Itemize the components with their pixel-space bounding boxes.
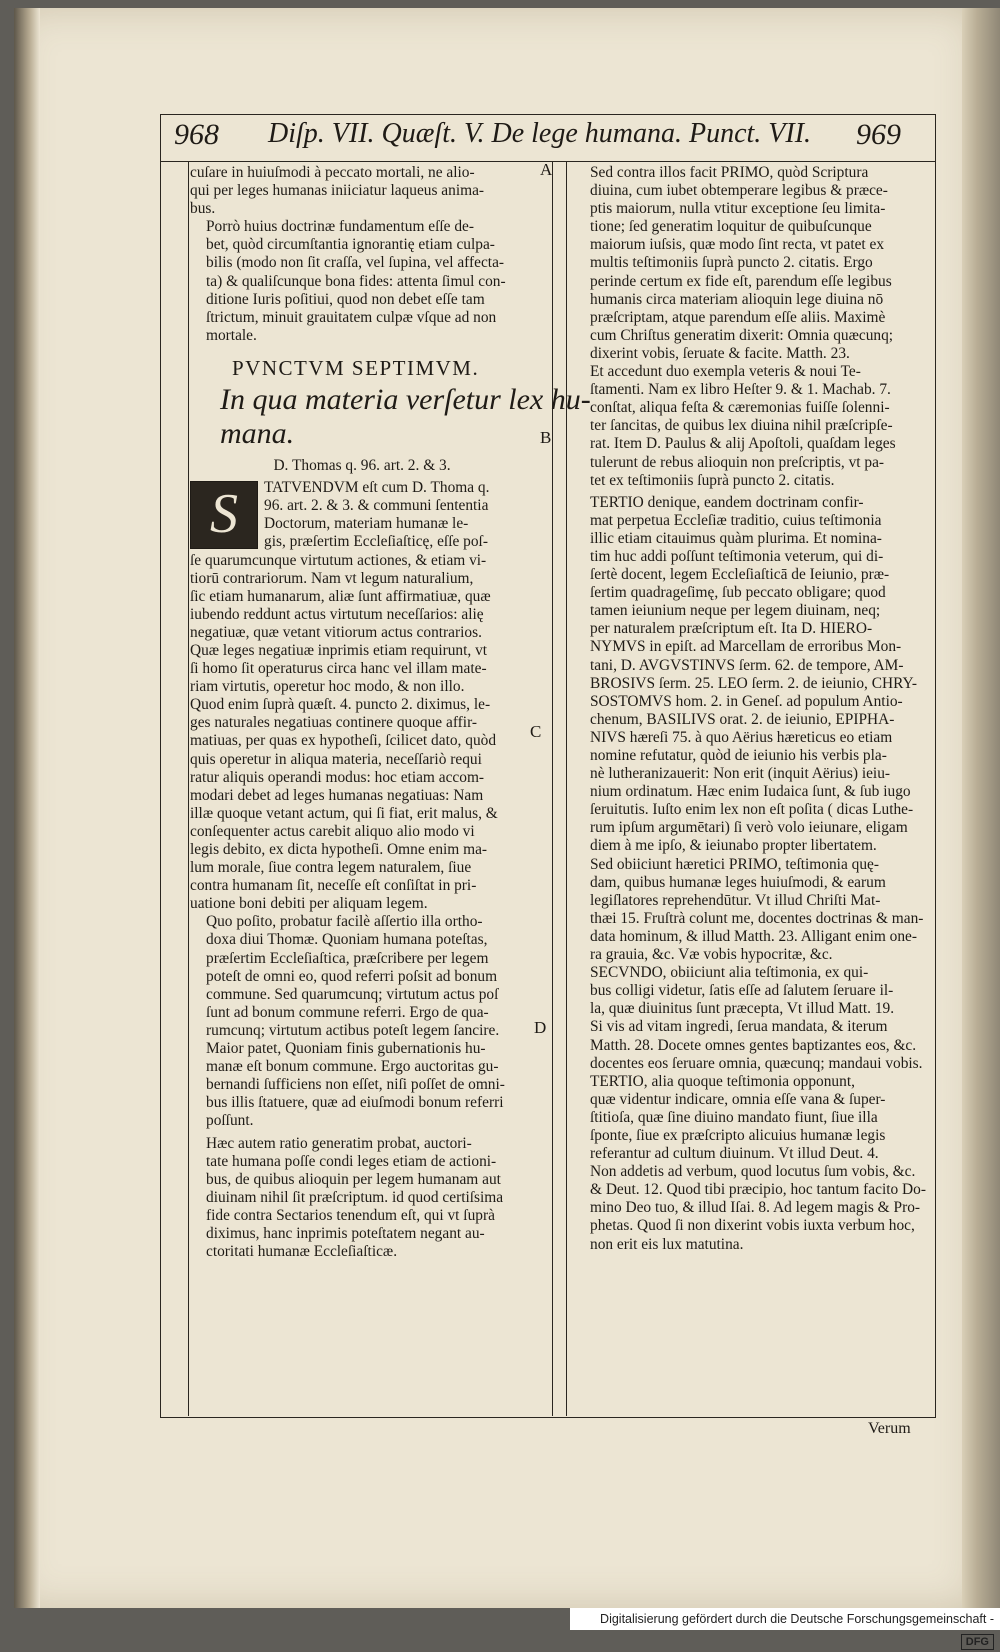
text-line: legiſlatores reprehendūtur. Vt illud Chriſti Mat-	[590, 891, 881, 909]
left-paragraph-1	[190, 164, 534, 218]
text-line: referantur ad cultum diuinum. Vt illud Deut. 4.	[590, 1145, 879, 1163]
right-paragraph-3	[574, 494, 926, 856]
text-line: ſertim quadrageſimę, ſub peccato obligare; quod	[590, 584, 886, 602]
text-line: per naturalem præſcriptum eſt. Ita D. HIERO-	[590, 620, 873, 638]
text-line: diuina, cum iubet obtemperare legibus & præce-	[590, 182, 888, 200]
page-edge	[962, 8, 1000, 1608]
text-line: nium ordinatum. Hæc enim Iudaica ſunt, & ſub iugo	[590, 783, 911, 801]
section-reference: D. Thomas q. 96. art. 2. & 3.	[273, 457, 451, 475]
column-rule-right	[566, 161, 567, 1416]
text-line: tulerunt de rebus alioquin non preſcriptis, vt pa-	[590, 453, 885, 471]
text-line: Quo poſito, probatur facilè aſſertio illa ortho-	[206, 913, 483, 931]
text-line: In qua materia verſetur lex hu-	[220, 383, 591, 417]
text-line: dixerint vobis, ſeruate & facite. Matth. 23.	[590, 344, 850, 362]
text-line: ditione Iuris poſitiui, quod non debet eſſe tam	[206, 290, 485, 308]
text-line: bus, de quibus alioquin per legem humanam aut	[206, 1170, 501, 1188]
text-line: fide contra Sectarios tenendum eſt, qui vt ſuprà	[206, 1206, 495, 1224]
text-line: tate humana poſſe condi leges etiam de actioni-	[206, 1152, 497, 1170]
text-line: tione; ſed generatim loquitur de quibuſcunque	[590, 218, 872, 236]
text-line: 96. art. 2. & 3. & communi ſententia	[264, 497, 489, 515]
text-line: ratur aliquis operandi modus: hoc etiam accom-	[190, 768, 485, 786]
text-line: thæi 15. Fruſtrà colunt me, docentes doctrinas & man-	[590, 909, 924, 927]
text-line: rat. Item D. Paulus & alij Apoſtoli, quaſdam leges	[590, 435, 896, 453]
section-subtitle	[220, 383, 591, 451]
text-line: riam virtutis, operetur hoc modo, & non illo.	[190, 678, 465, 696]
right-paragraph-4	[574, 856, 926, 965]
text-line: Doctorum, materiam humanæ le-	[264, 515, 469, 533]
text-line: rum ipſum argumētari) ſi verò volo ieiunare, eligam	[590, 819, 908, 837]
text-line: tani, D. AVGVSTINVS ſerm. 62. de tempore, AM-	[590, 656, 904, 674]
text-line: contra humanam ſit, neceſſe eſt conſiſtat in pri-	[190, 877, 477, 895]
book-gutter	[14, 8, 40, 1608]
text-line: ſtitioſa, quæ ſine diuino mandato fiunt, ſiue illa	[590, 1108, 878, 1126]
text-line: docentes eos ſeruare omnia, quæcunq; mandaui vobis.	[590, 1054, 923, 1072]
text-line: maiorum iuſsis, quæ modo ſint recta, vt patet ex	[590, 236, 885, 254]
catchword: Verum	[868, 1420, 911, 1437]
text-line: rumcunq; virtutum actibus poteſt legem ſancire.	[206, 1021, 500, 1039]
text-line: bernandi ſufficiens non eſſet, niſi poſſet de omni-	[206, 1076, 505, 1094]
text-line: TATVENDVM eſt cum D. Thoma q.	[264, 479, 490, 497]
text-line: bet, quòd circumſtantia ignorantię etiam culpa-	[206, 236, 495, 254]
text-line: NIVS hæreſi 75. à quo Aërius hæreticus eo etiam	[590, 728, 893, 746]
text-line: Et accedunt duo exempla veteris & noui Te-	[590, 363, 861, 381]
text-line: ſertè docent, legem Eccleſiaſticā de Ieiunio, præ-	[590, 566, 890, 584]
text-line: illæ quoque vetant actum, qui ſi fiat, erit malus, &	[190, 804, 498, 822]
text-line: mana.	[220, 417, 295, 451]
text-line: ſe quarumcunque virtutum actiones, & etiam vi-	[190, 551, 487, 569]
text-line: BROSIVS ſerm. 25. LEO ſerm. 2. de ieiunio, CHRY-	[590, 674, 918, 692]
text-line: bus colligi videtur, ſatis eſſe ad ſalutem ſeruare il-	[590, 982, 894, 1000]
page-number-right: 969	[856, 118, 901, 151]
left-paragraph-5	[190, 1135, 534, 1262]
text-line: ptis maiorum, nulla vtitur exceptione ſeu limita-	[590, 200, 886, 218]
text-line: perinde certum ex fide eſt, parendum eſſe legibus	[590, 272, 892, 290]
text-line: multis teſtimoniis ſuprà puncto 2. citatis. Ergo	[590, 254, 873, 272]
text-line: ctoritati humanæ Eccleſiaſticæ.	[206, 1243, 398, 1261]
text-line: mat perpetua Eccleſiæ traditio, cuius teſtimonia	[590, 511, 882, 529]
text-line: SOSTOMVS hom. 2. in Geneſ. ad populum Antio-	[590, 692, 903, 710]
text-line: ſponte, ſiue ex præſcripto alicuius humanæ legis	[590, 1126, 886, 1144]
text-line: mino Deo tuo, & illud Iſai. 8. Ad legem magis & Pro-	[590, 1199, 921, 1217]
text-line: Matth. 28. Docete omnes gentes baptizantes eos, &c.	[590, 1036, 917, 1054]
text-line: Quod enim ſuprà quæſt. 4. puncto 2. diximus, le-	[190, 696, 491, 714]
left-paragraph-4	[190, 913, 534, 1130]
text-line: TERTIO, alia quoque teſtimonia opponunt,	[590, 1072, 855, 1090]
text-line: Non addetis ad verbum, quod locutus ſum vobis, &c.	[590, 1163, 916, 1181]
text-line: ſic etiam humanarum, aliæ ſunt affirmatiuæ, quæ	[190, 587, 491, 605]
left-column	[190, 164, 591, 1261]
text-line: diuinam nihil ſit præſcriptum. id quod certiſsima	[206, 1188, 504, 1206]
text-line: SECVNDO, obiiciunt alia teſtimonia, ex qui-	[590, 964, 869, 982]
text-line: Porrò huius doctrinæ fundamentum eſſe de-	[206, 218, 474, 236]
text-line: conſequenter actus carebit aliquo alio modo vi	[190, 822, 475, 840]
text-line: ſeruitutis. Iuſto enim lex non eſt poſita ( dicas Luthe-	[590, 801, 914, 819]
running-head-title: Diſp. VII. Quæſt. V. De lege humana. Punct. VII.	[268, 118, 812, 149]
right-column	[574, 164, 926, 1254]
text-line: præſcriptam, atque parendum eſſe aliis. Maximè	[590, 308, 886, 326]
text-line: dam, quibus humanæ leges huiuſmodi, & earum	[590, 873, 886, 891]
text-line: ra grauia, &c. Væ vobis hypocritæ, &c.	[590, 946, 833, 964]
text-line: qui per leges humanas iniiciatur laqueus anima-	[190, 182, 485, 200]
text-line: præſertim Eccleſiaſtica, præſcribere per legem	[206, 949, 489, 967]
margin-letter-b: B	[540, 428, 552, 447]
dfg-logo: DFG	[961, 1634, 994, 1650]
text-line: bus illis ſtatuere, quæ ad eiuſmodi bonum referri	[206, 1094, 504, 1112]
text-line: data hominum, & illud Matth. 23. Alligant enim one-	[590, 927, 918, 945]
text-line: TERTIO denique, eandem doctrinam confir-	[590, 493, 864, 511]
text-line: doxa diui Thomæ. Quoniam humana poteſtas,	[206, 931, 488, 949]
text-line: gis, præſertim Eccleſiaſticę, eſſe poſ-	[264, 533, 488, 551]
text-line: chenum, BASILIVS orat. 2. de ieiunio, EPIPHA-	[590, 710, 895, 728]
text-line: poteſt de omni eo, quod referri poſsit ad bonum	[206, 967, 498, 985]
text-line: ter ſancitas, de quibus lex diuina nihil præſcripſe-	[590, 417, 893, 435]
text-line: tiorū contrariorum. Nam vt legum naturalium,	[190, 569, 474, 587]
text-line: uatione boni debiti per aliquam legem.	[190, 895, 428, 913]
text-line: modari debet ad leges humanas negatiuas: Nam	[190, 786, 484, 804]
text-line: ſunt ad bonum commune referri. Ergo de qua-	[206, 1003, 489, 1021]
text-line: Hæc autem ratio generatim probat, auctori-	[206, 1134, 472, 1152]
text-line: bilis (modo non ſit craſſa, vel ſupina, vel affecta-	[206, 254, 505, 272]
right-paragraph-1	[574, 164, 926, 363]
text-line: tim huc addi poſſunt teſtimonia veterum, qui di-	[590, 547, 884, 565]
text-line: & Deut. 12. Quod tibi præcipio, hoc tantum facito Do-	[590, 1181, 926, 1199]
text-line: cuſare in huiuſmodi à peccato mortali, ne alio-	[190, 164, 475, 181]
text-line: Si vis ad vitam ingredi, ſerua mandata, & iterum	[590, 1018, 888, 1036]
text-line: non erit eis lux matutina.	[590, 1235, 744, 1253]
text-line: commune. Sed quarumcunq; virtutum actus poſ	[206, 985, 499, 1003]
margin-letter-d: D	[534, 1018, 547, 1037]
margin-letter-c: C	[530, 722, 542, 741]
text-line: legis debito, ex dicta hypotheſi. Omne enim ma-	[190, 841, 488, 858]
text-line: diximus, hanc inprimis poteſtatem negant au-	[206, 1224, 485, 1242]
text-line: ta) & qualiſcunque bona fides: attenta ſimul con-	[206, 272, 506, 290]
column-rule-left	[552, 161, 553, 1416]
text-line: lum morale, ſiue contra legem naturalem, ſiue	[190, 859, 472, 877]
right-paragraph-2	[574, 363, 926, 490]
text-line: bus.	[190, 200, 216, 218]
text-line: ges naturales negatiuas continere quoque affir-	[190, 714, 478, 732]
digitization-footer	[570, 1608, 1000, 1648]
footer-text: Digitalisierung gefördert durch die Deutsche Forschungsgemeinschaft -	[600, 1612, 994, 1626]
text-line: illic etiam citauimus quàm plurima. Et nomina-	[590, 529, 882, 547]
text-line: Sed obiiciunt hæretici PRIMO, teſtimonia quę-	[590, 855, 879, 873]
text-line: conſtat, aliqua feſta & cæremonias fuiſſe ſolenni-	[590, 399, 890, 417]
text-line: Maior patet, Quoniam finis gubernationis hu-	[206, 1040, 486, 1058]
text-line: NYMVS in epiſt. ad Marcellam de erroribus Mon-	[590, 638, 902, 656]
right-paragraph-6	[574, 1073, 926, 1254]
section-heading: PVNCTVM SEPTIMVM.	[232, 355, 480, 380]
text-line: ſtamenti. Nam ex libro Heſter 9. & 1. Machab. 7.	[590, 381, 891, 399]
text-line: phetas. Quod ſi non dixerint vobis iuxta verbum hoc,	[590, 1217, 915, 1235]
text-line: quis operetur in aliqua materia, neceſſariò requi	[190, 750, 482, 768]
left-margin-rule	[188, 161, 189, 1416]
text-line: nomine refutatur, quòd de ieiunio his verbis pla-	[590, 747, 887, 764]
text-line: matiuas, per quas ex hypotheſi, ſcilicet dato, quòd	[190, 732, 497, 750]
text-line: tamen ieiunium neque per legem diuinam, neq;	[590, 602, 881, 620]
text-line: Quæ leges negatiuæ inprimis etiam requirunt, vt	[190, 641, 488, 659]
text-line: iubendo reddunt actus virtutum neceſſarios: alię	[190, 605, 484, 623]
text-line: nè lutheranizauerit: Non erit (inquit Aërius) ieiu-	[590, 765, 891, 783]
text-line: poſſunt.	[206, 1112, 254, 1130]
text-line: quæ videntur indicare, omnia eſſe vana & ſuper-	[590, 1090, 886, 1108]
text-line: la, quæ diuinitus ſunt præcepta, Vt illud Matt. 19.	[590, 1000, 895, 1018]
margin-letter-a: A	[540, 160, 553, 179]
text-line: ſi homo ſit operaturus circa hanc vel illam mate-	[190, 660, 487, 678]
text-line: cum Chriſtus generatim dixerit: Omnia quæcunq;	[590, 326, 894, 344]
text-line: tet ex teſtimoniis ſuprà puncto 2. citatis.	[590, 471, 835, 489]
text-line: diem à me ipſo, & ieiunabo propter libertatem.	[590, 837, 877, 855]
text-line: negatiuæ, quæ vetant vitiorum actus contrarios.	[190, 623, 482, 641]
drop-initial: S	[190, 481, 258, 549]
text-line: Sed contra illos facit PRIMO, quòd Scriptura	[590, 164, 869, 181]
text-line: manæ eſt bonum commune. Ergo auctoritas gu-	[206, 1058, 499, 1076]
right-paragraph-5	[574, 964, 926, 1073]
text-line: ſtrictum, minuit grauitatem culpæ vſque ad non	[206, 308, 497, 326]
text-line: mortale.	[206, 326, 257, 344]
page-number-left: 968	[174, 118, 219, 151]
text-line: humanis circa materiam alioquin lege diuina nō	[590, 290, 884, 308]
left-paragraph-2	[190, 218, 534, 345]
